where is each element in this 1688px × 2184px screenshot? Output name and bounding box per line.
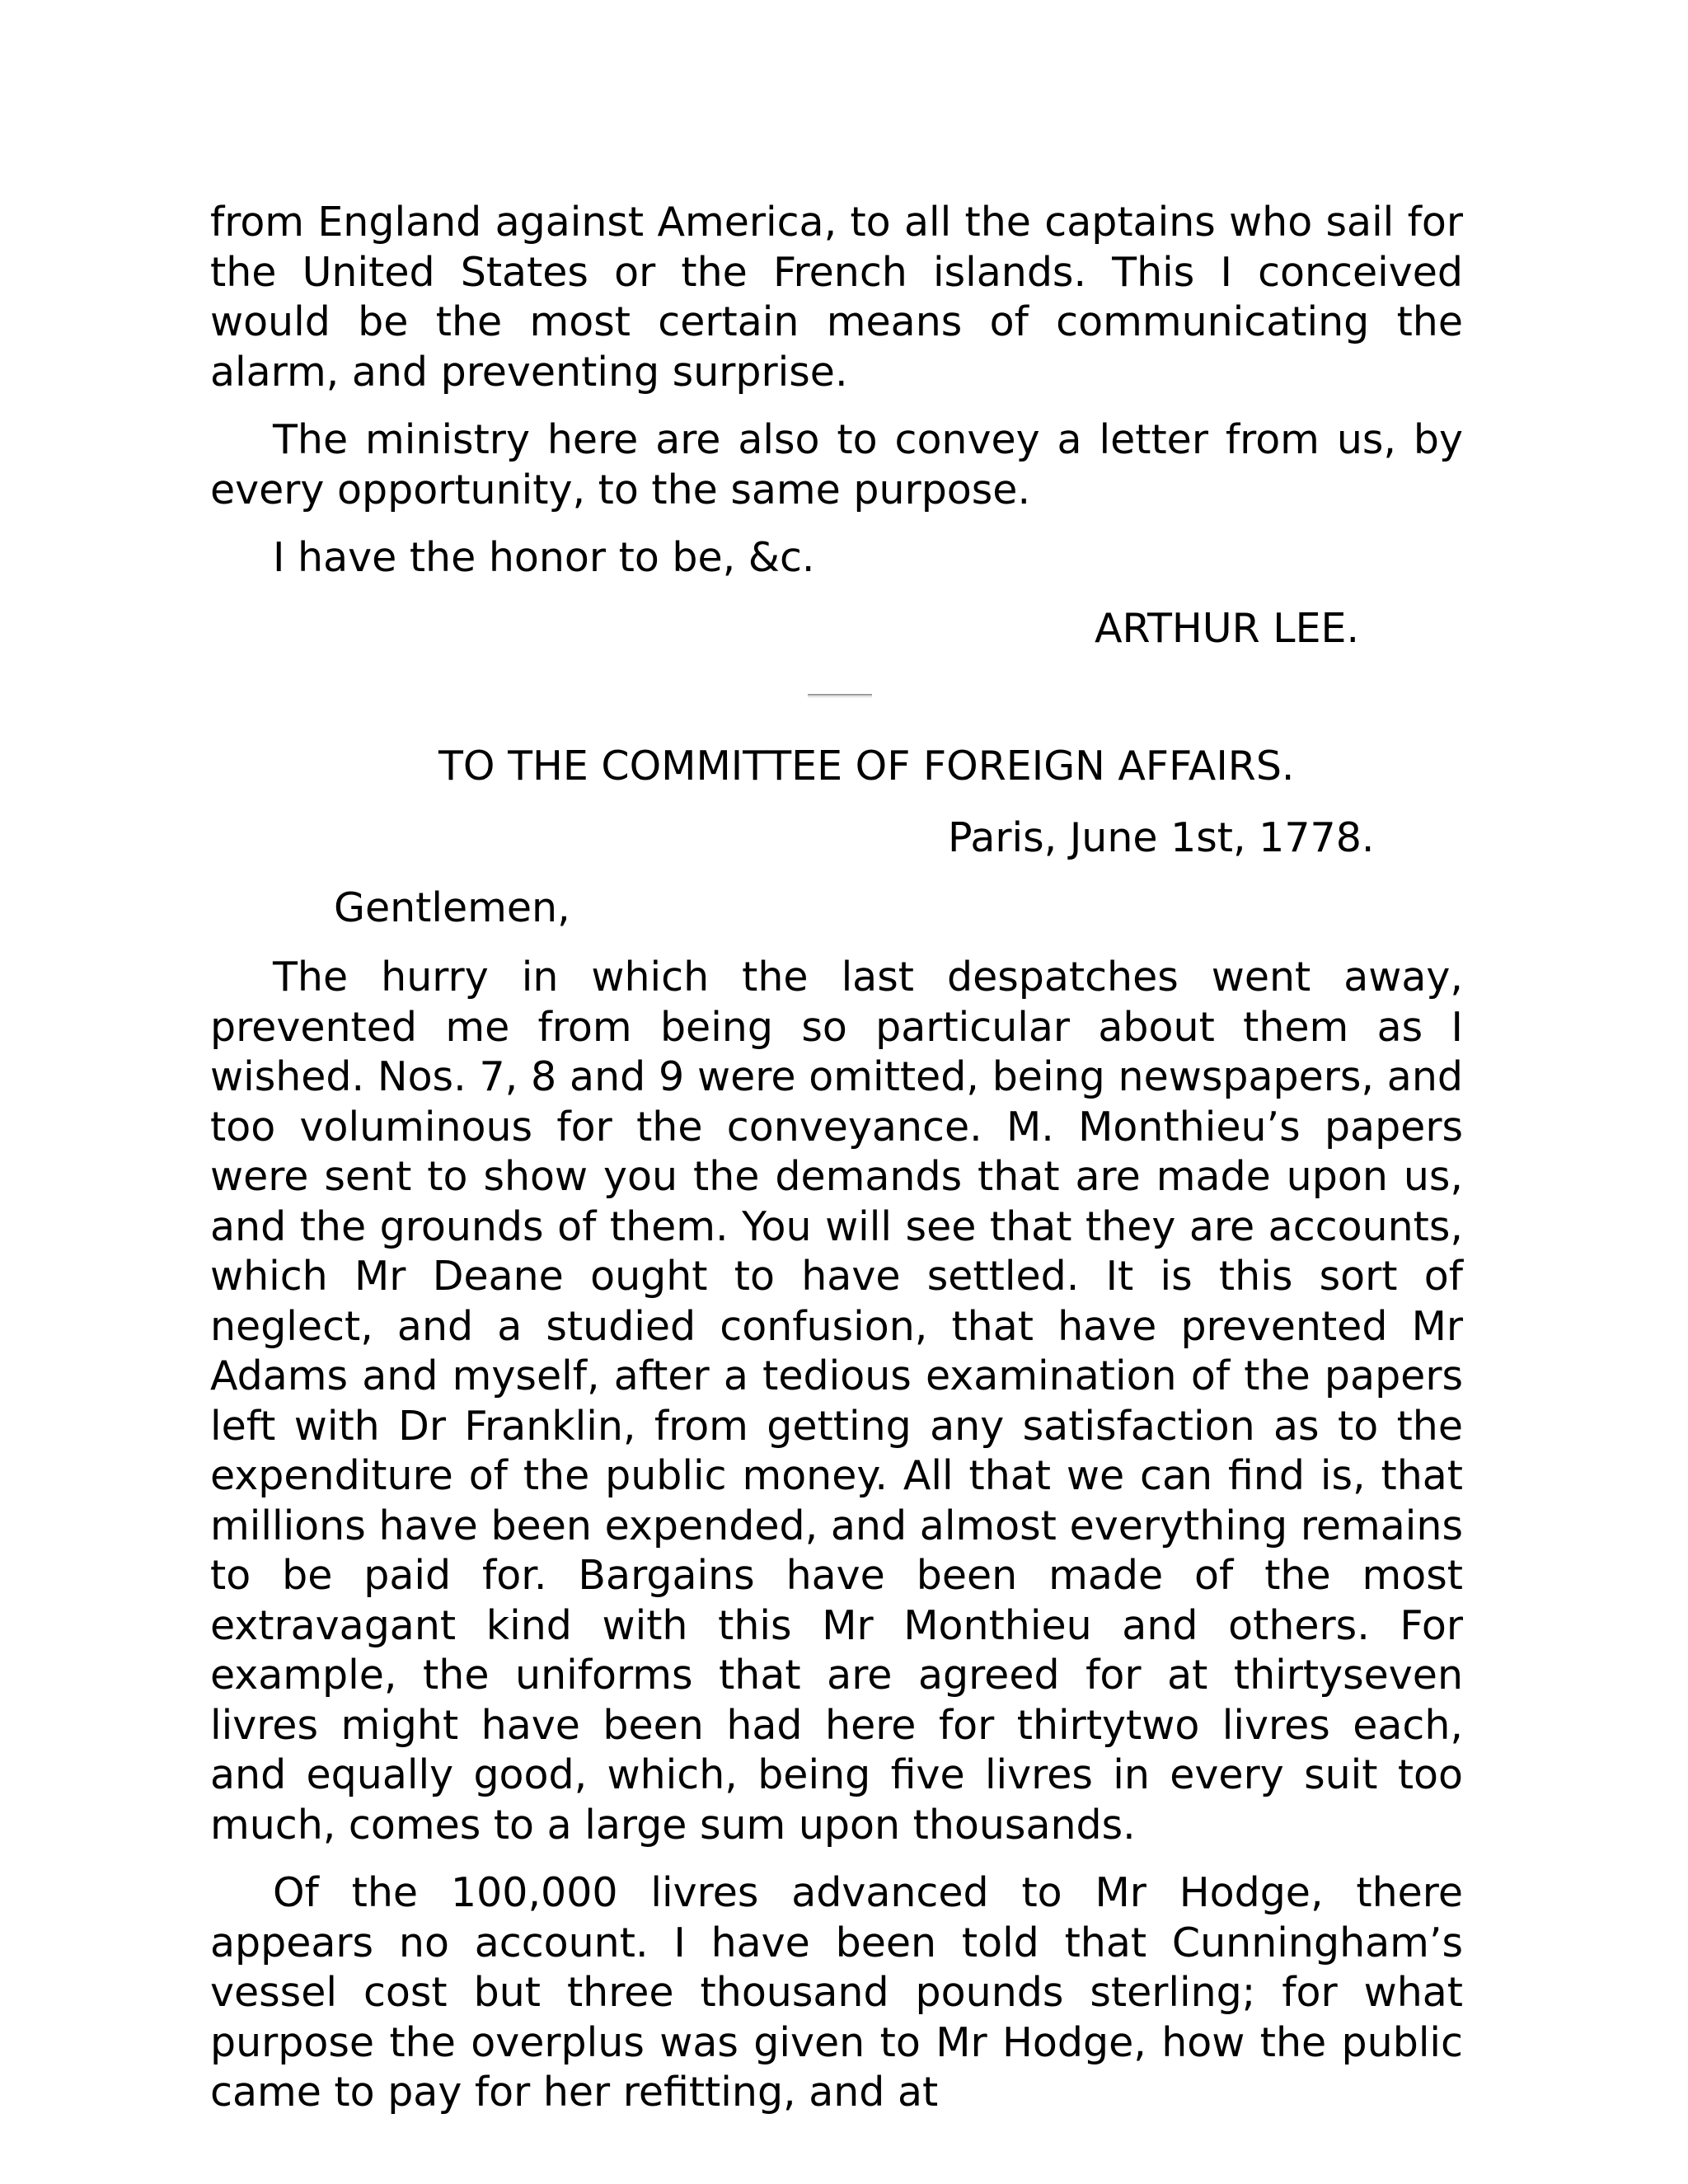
letter-two-body <box>210 953 1463 2118</box>
body-paragraph: Of the 100,000 livres advanced to Mr Hodge, there appears no account. I have been told that Cunningham’s vessel cost but three thousand pounds sterling; for what purpose the overplus was given to Mr Hodge, how the public came to pay for her refitting, and at <box>210 1869 1463 2116</box>
signature: ARTHUR LEE. <box>1095 605 1360 652</box>
dateline: Paris, June 1st, 1778. <box>948 814 1375 861</box>
body-paragraph: The ministry here are also to convey a letter from us, by every opportunity, to the same purpose. <box>210 416 1463 513</box>
complimentary-close: I have the honor to be, &c. <box>273 534 815 581</box>
section-divider <box>808 694 872 697</box>
body-paragraph: from England against America, to all the captains who sail for the United States or the French islands. This I conceived would be the most certain means of communicating the alarm, and preventing surprise. <box>210 199 1463 396</box>
letter-heading: TO THE COMMITTEE OF FOREIGN AFFAIRS. <box>438 743 1295 790</box>
salutation: Gentlemen, <box>334 884 570 931</box>
letter-one <box>210 198 1463 583</box>
body-paragraph: The hurry in which the last despatches went away, prevented me from being so particular about them as I wished. Nos. 7, 8 and 9 were omitted, being newspapers, and too voluminous for the conveyance. M. Monthieu’s papers were sent to show you the demands that are made upon us, and the grounds of them. You will see that they are accounts, which Mr Deane ought to have settled. It is this sort of neglect, and a studied confusion, that have prevented Mr Adams and myself, after a tedious examination of the papers left with Dr Franklin, from getting any satisfaction as to the expenditure of the public money. All that we can find is, that millions have been expended, and almost everything remains to be paid for. Bargains have been made of the most extravagant kind with this Mr Monthieu and others. For example, the uniforms that are agreed for at thirtyseven livres might have been had here for thirtytwo livres each, and equally good, which, being five livres in every suit too much, comes to a large sum upon thousands. <box>210 954 1463 1849</box>
